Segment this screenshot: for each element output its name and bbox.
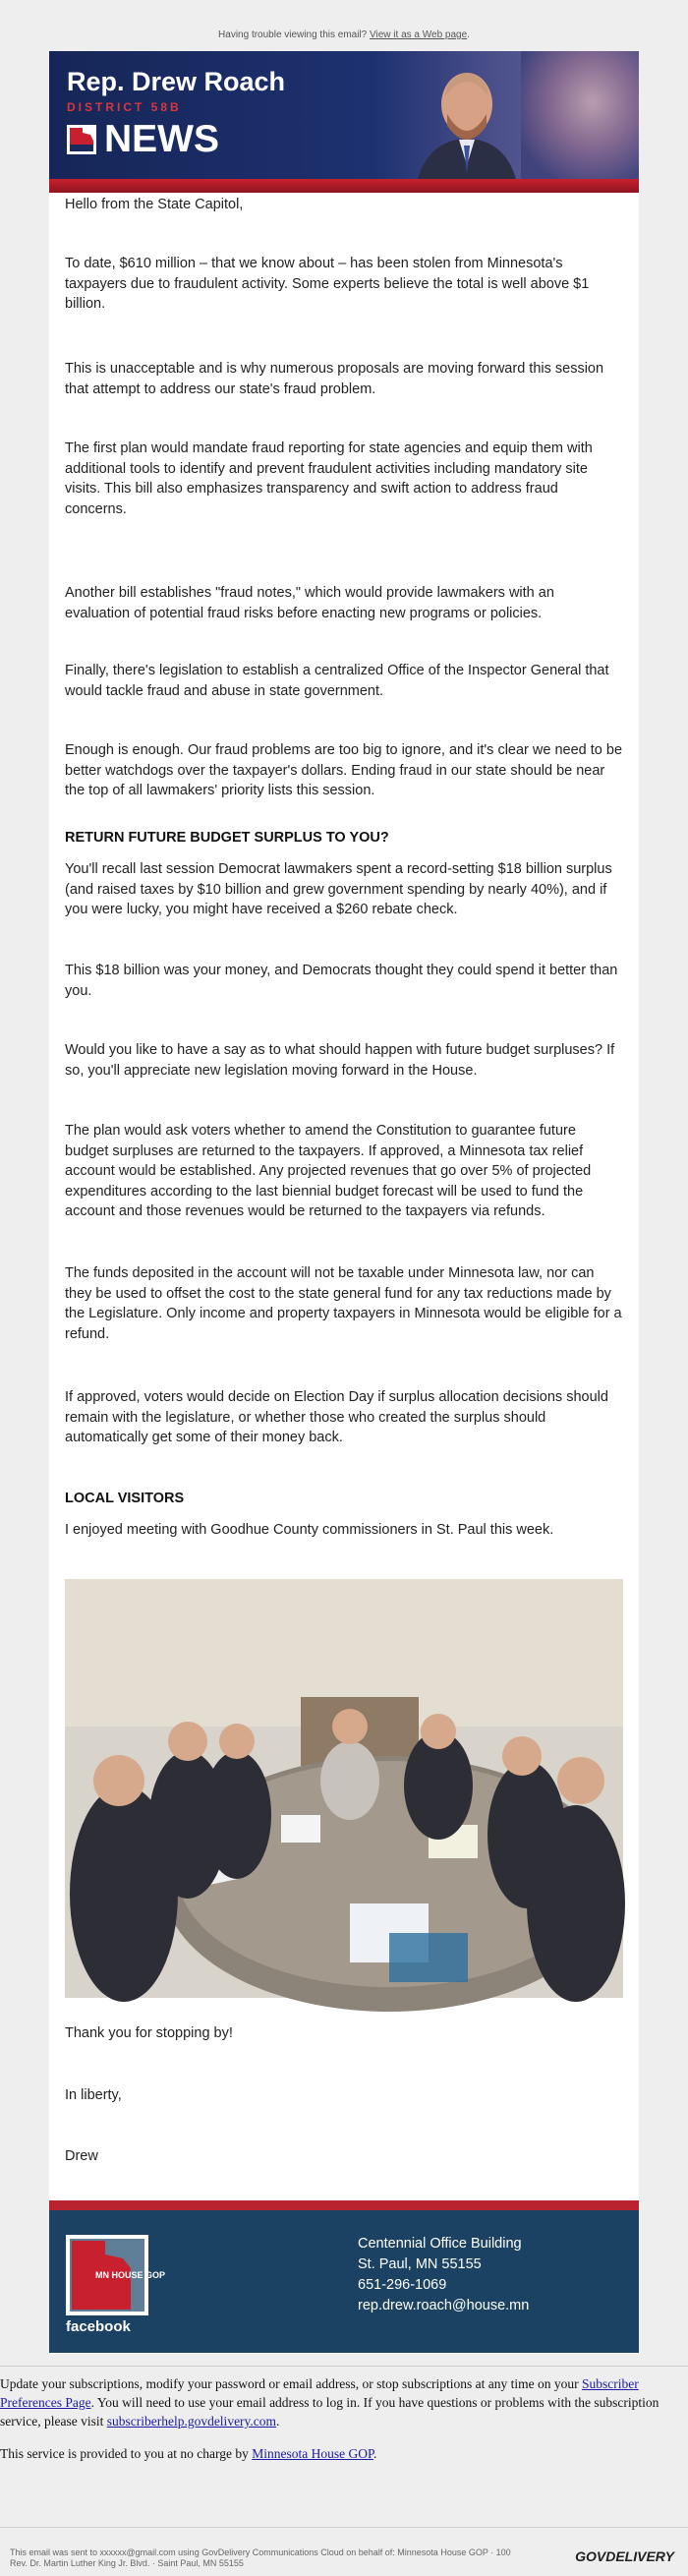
header-banner: [49, 51, 639, 179]
paragraph-unacceptable: This is unacceptable and is why numerous proposals are moving forward this session that attempt to address our state's fraud problem.: [65, 361, 604, 397]
subscriber-preferences-link[interactable]: Subscriber Preferences Page: [0, 2376, 639, 2410]
fineprint-line-1: This email was sent to xxxxxx@gmail.com using GovDelivery Communications Cloud on behalf of: Minnesota House GOP · 100: [10, 2547, 511, 2557]
office-address: [358, 2234, 529, 2316]
greeting: Hello from the State Capitol,: [65, 197, 244, 212]
banner-news: NEWS: [104, 118, 219, 160]
paragraph-last-session: You'll recall last session Democrat lawmakers spent a record-setting $18 billion surplus (and raised taxes by $10 billion and grew government spending by nearly 40%), and if you were lucky, you might have received a $260 rebate check.: [65, 861, 612, 917]
paragraph-inspector-general: Finally, there's legislation to establish a centralized Office of the Inspector General that would tackle fraud and abuse in state government.: [65, 663, 609, 699]
paragraph-fraud-total: To date, $610 million – that we know about – has been stolen from Minnesota's taxpayers due to fraudulent activity. Some experts believe the total is well above $1 billion.: [65, 256, 590, 312]
mn-house-gop-link[interactable]: Minnesota House GOP: [252, 2446, 373, 2461]
paragraph-goodhue: I enjoyed meeting with Goodhue County commissioners in St. Paul this week.: [65, 1522, 554, 1538]
signature: Drew: [65, 2148, 98, 2164]
paragraph-first-plan: The first plan would mandate fraud reporting for state agencies and equip them with additional tools to identify and prevent fraudulent activities including mandatory site visits. This bill also emphasizes transparency and swift action to address fraud concerns.: [65, 440, 593, 517]
fineprint-line-2: Rev. Dr. Martin Luther King Jr. Blvd. · Saint Paul, MN 55155: [10, 2558, 244, 2568]
representative-portrait: [408, 57, 526, 179]
address-email[interactable]: rep.drew.roach@house.mn: [358, 2298, 530, 2313]
address-building: Centennial Office Building: [358, 2236, 522, 2252]
banner-name: Rep. Drew Roach: [67, 67, 286, 96]
paragraph-election-day: If approved, voters would decide on Election Day if surplus allocation decisions should remain with the legislature, or whether those who created the surplus should automatically get some of their money back.: [65, 1389, 608, 1445]
mn-gop-small-logo: [67, 125, 96, 154]
meeting-photo: [65, 1579, 623, 1998]
paragraph-fraud-notes: Another bill establishes "fraud notes," which would provide lawmakers with an evaluation of potential fraud risks before enacting new programs or policies.: [65, 585, 554, 621]
paragraph-plan: The plan would ask voters whether to amend the Constitution to guarantee future budget surpluses are returned to the taxpayers. If approved, a Minnesota tax relief account would be established. Any projected revenues that go over 5% of projected expenditures according to the last biennial budget forecast will be used to fund the account and those revenues would be returned to the taxpayers via refunds.: [65, 1123, 592, 1219]
paragraph-say: Would you like to have a say as to what should happen with future budget surpluses? If so, you'll appreciate new legislation moving forward in the House.: [65, 1042, 615, 1079]
facebook-link[interactable]: facebook: [66, 2318, 131, 2335]
capitol-dome-image: [521, 51, 639, 179]
subscriber-help-link[interactable]: subscriberhelp.govdelivery.com: [106, 2414, 277, 2429]
heading-local-visitors: LOCAL VISITORS: [65, 1491, 185, 1506]
divider-bottom: [0, 2527, 688, 2528]
paragraph-your-money: This $18 billion was your money, and Democrats thought they could spend it better than you.: [65, 963, 618, 999]
fineprint: [10, 2547, 511, 2569]
divider: [0, 2366, 688, 2367]
trouble-text: Having trouble viewing this email?: [218, 29, 368, 40]
banner-district: DISTRICT 58B: [67, 100, 182, 114]
paragraph-funds: The funds deposited in the account will not be taxable under Minnesota law, nor can they be used to offset the cost to the state general fund for any tax reductions made by the Legislature. Only income and property taxpayers in Minnesota would be eligible for a refund.: [65, 1265, 622, 1342]
logo-text: MN HOUSE GOP: [95, 2270, 166, 2280]
paragraph-in-liberty: In liberty,: [65, 2087, 122, 2103]
subscription-notice: Update your subscriptions, modify your password or email address, or stop subscriptions at any time on your Subscriber Preferences Page. You will need to use your email address to log in. If you have questions or problems with the subscription service, please visit subscriberhelp.govdelivery.com. This service is provided to you at no charge by Minnesota House GOP.: [0, 2376, 659, 2461]
govdelivery-logo[interactable]: GOVDELIVERY: [575, 2548, 674, 2564]
paragraph-enough: Enough is enough. Our fraud problems are too big to ignore, and it's clear we need to be better watchdogs over the taxpayer's dollars. Ending fraud in our state should be near the top of all lawmakers' priority lists this session.: [65, 742, 623, 798]
view-online-bar: Having trouble viewing this email? View it as a Web page.: [218, 29, 470, 40]
address-city: St. Paul, MN 55155: [358, 2256, 482, 2272]
address-phone: 651-296-1069: [358, 2277, 447, 2293]
newsletter-card: [49, 51, 639, 2354]
banner-red-stripe: [49, 179, 639, 193]
contact-footer: [49, 2210, 639, 2353]
heading-budget-surplus: RETURN FUTURE BUDGET SURPLUS TO YOU?: [65, 830, 389, 846]
web-page-link[interactable]: View it as a Web page: [370, 29, 468, 40]
paragraph-thanks: Thank you for stopping by!: [65, 2025, 233, 2041]
footer-red-stripe: [49, 2200, 639, 2210]
mn-house-gop-logo[interactable]: [66, 2235, 166, 2315]
